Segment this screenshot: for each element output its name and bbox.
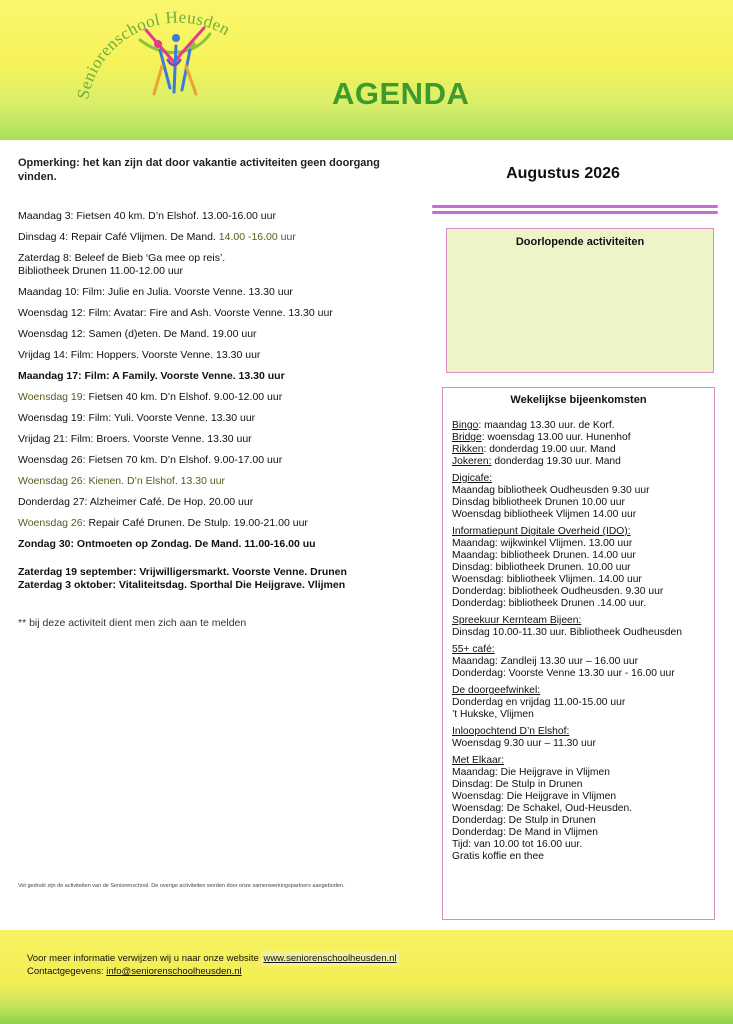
event-text: Vrijdag 21: Film: Broers. Voorste Venne. 13.30 uur	[18, 433, 252, 445]
event-text: Zondag 30: Ontmoeten op Zondag. De Mand. 11.00-16.00 uu	[18, 538, 316, 550]
weekly-line	[452, 456, 710, 468]
section-line: Maandag bibliotheek Oudheusden 9.30 uur	[452, 485, 650, 496]
event-text: Dinsdag 4: Repair Café Vlijmen. De Mand.	[18, 231, 219, 243]
event-text: Woensdag 26: Kienen. D’n Elshof. 13.30 uur	[18, 475, 226, 487]
weekly-line	[452, 432, 710, 444]
weekly-intro	[452, 420, 710, 468]
section-line: Donderdag: De Stulp in Drunen	[452, 815, 596, 826]
weekly-section	[452, 755, 710, 863]
weekly-section	[452, 644, 710, 680]
footer-info-text: Voor meer informatie verwijzen wij u naar onze website	[27, 953, 262, 964]
section-heading: Inloopochtend D’n Elshof:	[452, 726, 570, 737]
section-line: Dinsdag bibliotheek Drunen 10.00 uur	[452, 497, 625, 508]
divider-line	[432, 211, 718, 214]
upcoming-event: Zaterdag 3 oktober: Vitaliteitsdag. Sporthal Die Heijgrave. Vlijmen	[18, 579, 346, 591]
section-line: Dinsdag: De Stulp in Drunen	[452, 779, 583, 790]
event-text: Maandag 17: Film: A Family. Voorste Venne. 13.30 uur	[18, 370, 285, 382]
event-text: Woensdag 12: Samen (d)eten. De Mand. 19.00 uur	[18, 328, 257, 340]
section-line: Woensdag: bibliotheek Vlijmen. 14.00 uur	[452, 574, 642, 585]
fineprint-note: Vet gedrukt zijn de activiteiten van de Seniorenschool. De overige activiteiten worden door onze samenwerkingspartners aangeboden.	[18, 883, 345, 889]
weekly-title: Wekelijkse bijeenkomsten	[510, 394, 647, 406]
section-line: Tijd: van 10.00 tot 16.00 uur.	[452, 839, 583, 850]
section-line: Gratis koffie en thee	[452, 851, 544, 862]
weekly-label: Rikken	[452, 444, 484, 455]
event-item	[18, 328, 418, 341]
weekly-text: : woensdag 13.00 uur. Hunenhof	[481, 432, 631, 443]
event-item	[18, 412, 418, 425]
event-item	[18, 538, 418, 551]
section-line: Maandag: wijkwinkel Vlijmen. 13.00 uur	[452, 538, 633, 549]
event-item	[18, 496, 418, 509]
weekly-text: : maandag 13.30 uur. de Korf.	[478, 420, 615, 431]
event-item	[18, 286, 418, 299]
section-line: ’t Hukske, Vlijmen	[452, 709, 534, 720]
header-banner	[0, 0, 733, 140]
weekly-sections	[452, 420, 710, 868]
weekly-label: Jokeren:	[452, 456, 492, 467]
weekly-section	[452, 726, 710, 750]
ongoing-activities-box	[446, 228, 714, 373]
vacation-note: Opmerking: het kan zijn dat door vakantie activiteiten geen doorgang vinden.	[18, 157, 380, 183]
weekly-section	[452, 473, 710, 521]
section-line: Woensdag: De Schakel, Oud-Heusden.	[452, 803, 633, 814]
event-text: Maandag 10: Film: Julie en Julia. Voorste Venne. 13.30 uur	[18, 286, 293, 298]
event-item	[18, 454, 418, 467]
event-text: Woensdag 26	[18, 517, 83, 529]
logo-text: Seniorenschool Heusden	[73, 7, 234, 101]
section-heading: De doorgeefwinkel:	[452, 685, 541, 696]
weekly-label: Bridge	[452, 432, 482, 443]
weekly-section	[452, 685, 710, 721]
event-item	[18, 231, 418, 244]
event-item	[18, 370, 418, 383]
upcoming-event: Zaterdag 19 september: Vrijwilligersmarkt. Voorste Venne. Drunen	[18, 566, 347, 578]
event-item	[18, 391, 418, 404]
event-text-line2: Bibliotheek Drunen 11.00-12.00 uur	[18, 265, 184, 277]
weekly-text: : donderdag 19.00 uur. Mand	[483, 444, 616, 455]
weekly-meetings-box	[442, 387, 715, 920]
section-heading: Spreekuur Kernteam Bijeen:	[452, 615, 582, 626]
section-line: Donderdag en vrijdag 11.00-15.00 uur	[452, 697, 626, 708]
section-heading: 55+ café:	[452, 644, 495, 655]
event-text: Woensdag 26: Fietsen 70 km. D’n Elshof. 9.00-17.00 uur	[18, 454, 283, 466]
event-text: Vrijdag 14: Film: Hoppers. Voorste Venne. 13.30 uur	[18, 349, 261, 361]
section-line: Donderdag: De Mand in Vlijmen	[452, 827, 598, 838]
event-text: Woensdag 19: Film: Yuli. Voorste Venne. 13.30 uur	[18, 412, 256, 424]
section-line: Maandag: Die Heijgrave in Vlijmen	[452, 767, 610, 778]
upcoming-events	[18, 566, 347, 592]
dancers-icon	[140, 28, 210, 94]
event-item	[18, 517, 418, 530]
section-line: Woensdag 9.30 uur – 11.30 uur	[452, 738, 596, 749]
weekly-label: Bingo	[452, 420, 479, 431]
event-item	[18, 210, 418, 223]
weekly-line	[452, 420, 710, 432]
event-item	[18, 307, 418, 320]
section-heading: Met Elkaar:	[452, 755, 505, 766]
event-item	[18, 252, 418, 278]
email-link[interactable]: info@seniorenschoolheusden.nl	[106, 966, 242, 977]
section-line: Maandag: bibliotheek Drunen. 14.00 uur	[452, 550, 636, 561]
weekly-text: donderdag 19.30 uur. Mand	[491, 456, 621, 467]
event-text-rest: : Fietsen 40 km. D’n Elshof. 9.00-12.00 uur	[82, 391, 283, 403]
weekly-section	[452, 615, 710, 639]
event-item	[18, 475, 418, 488]
section-heading: Digicafe:	[452, 473, 493, 484]
svg-text:Seniorenschool Heusden	[73, 7, 233, 100]
event-text: Maandag 3: Fietsen 40 km. D’n Elshof. 13.00-16.00 uur	[18, 210, 276, 222]
school-logo	[70, 0, 280, 120]
event-item	[18, 433, 418, 446]
event-text: Donderdag 27: Alzheimer Café. De Hop. 20.00 uur	[18, 496, 254, 508]
section-line: Woensdag: Die Heijgrave in Vlijmen	[452, 791, 617, 802]
section-line: Donderdag: bibliotheek Drunen .14.00 uur.	[452, 598, 647, 609]
section-line: Woensdag bibliotheek Vlijmen 14.00 uur	[452, 509, 637, 520]
section-line: Donderdag: Voorste Venne 13.30 uur - 16.00 uur	[452, 668, 675, 679]
weekly-section	[452, 526, 710, 610]
footer-info	[27, 952, 399, 978]
event-text: Zaterdag 8: Beleef de Bieb ‘Ga mee op reis’.	[18, 252, 226, 264]
month-heading: Augustus 2026	[506, 165, 620, 182]
section-line: Maandag: Zandleij 13.30 uur – 16.00 uur	[452, 656, 639, 667]
section-line: Dinsdag: bibliotheek Drunen. 10.00 uur	[452, 562, 631, 573]
divider-line	[432, 205, 718, 208]
website-link[interactable]: www.seniorenschoolheusden.nl	[263, 953, 397, 964]
section-heading: Informatiepunt Digitale Overheid (IDO):	[452, 526, 631, 537]
event-text: Woensdag 19	[18, 391, 83, 403]
section-line: Dinsdag 10.00-11.30 uur. Bibliotheek Oudheusden	[452, 627, 682, 638]
event-item	[18, 349, 418, 362]
signup-note: ** bij deze activiteit dient men zich aan te melden	[18, 617, 247, 629]
section-line: Donderdag: bibliotheek Oudheusden. 9.30 uur	[452, 586, 664, 597]
page-title: AGENDA	[332, 76, 470, 111]
weekly-line	[452, 444, 710, 456]
event-text: Woensdag 12: Film: Avatar: Fire and Ash. Voorste Venne. 13.30 uur	[18, 307, 333, 319]
contact-label: Contactgegevens:	[27, 966, 107, 977]
event-time: 14.00 -16.00 uur	[218, 231, 296, 243]
ongoing-title: Doorlopende activiteiten	[515, 236, 645, 248]
event-list	[18, 210, 418, 559]
event-text-rest: : Repair Café Drunen. De Stulp. 19.00-21.00 uur	[82, 517, 308, 529]
